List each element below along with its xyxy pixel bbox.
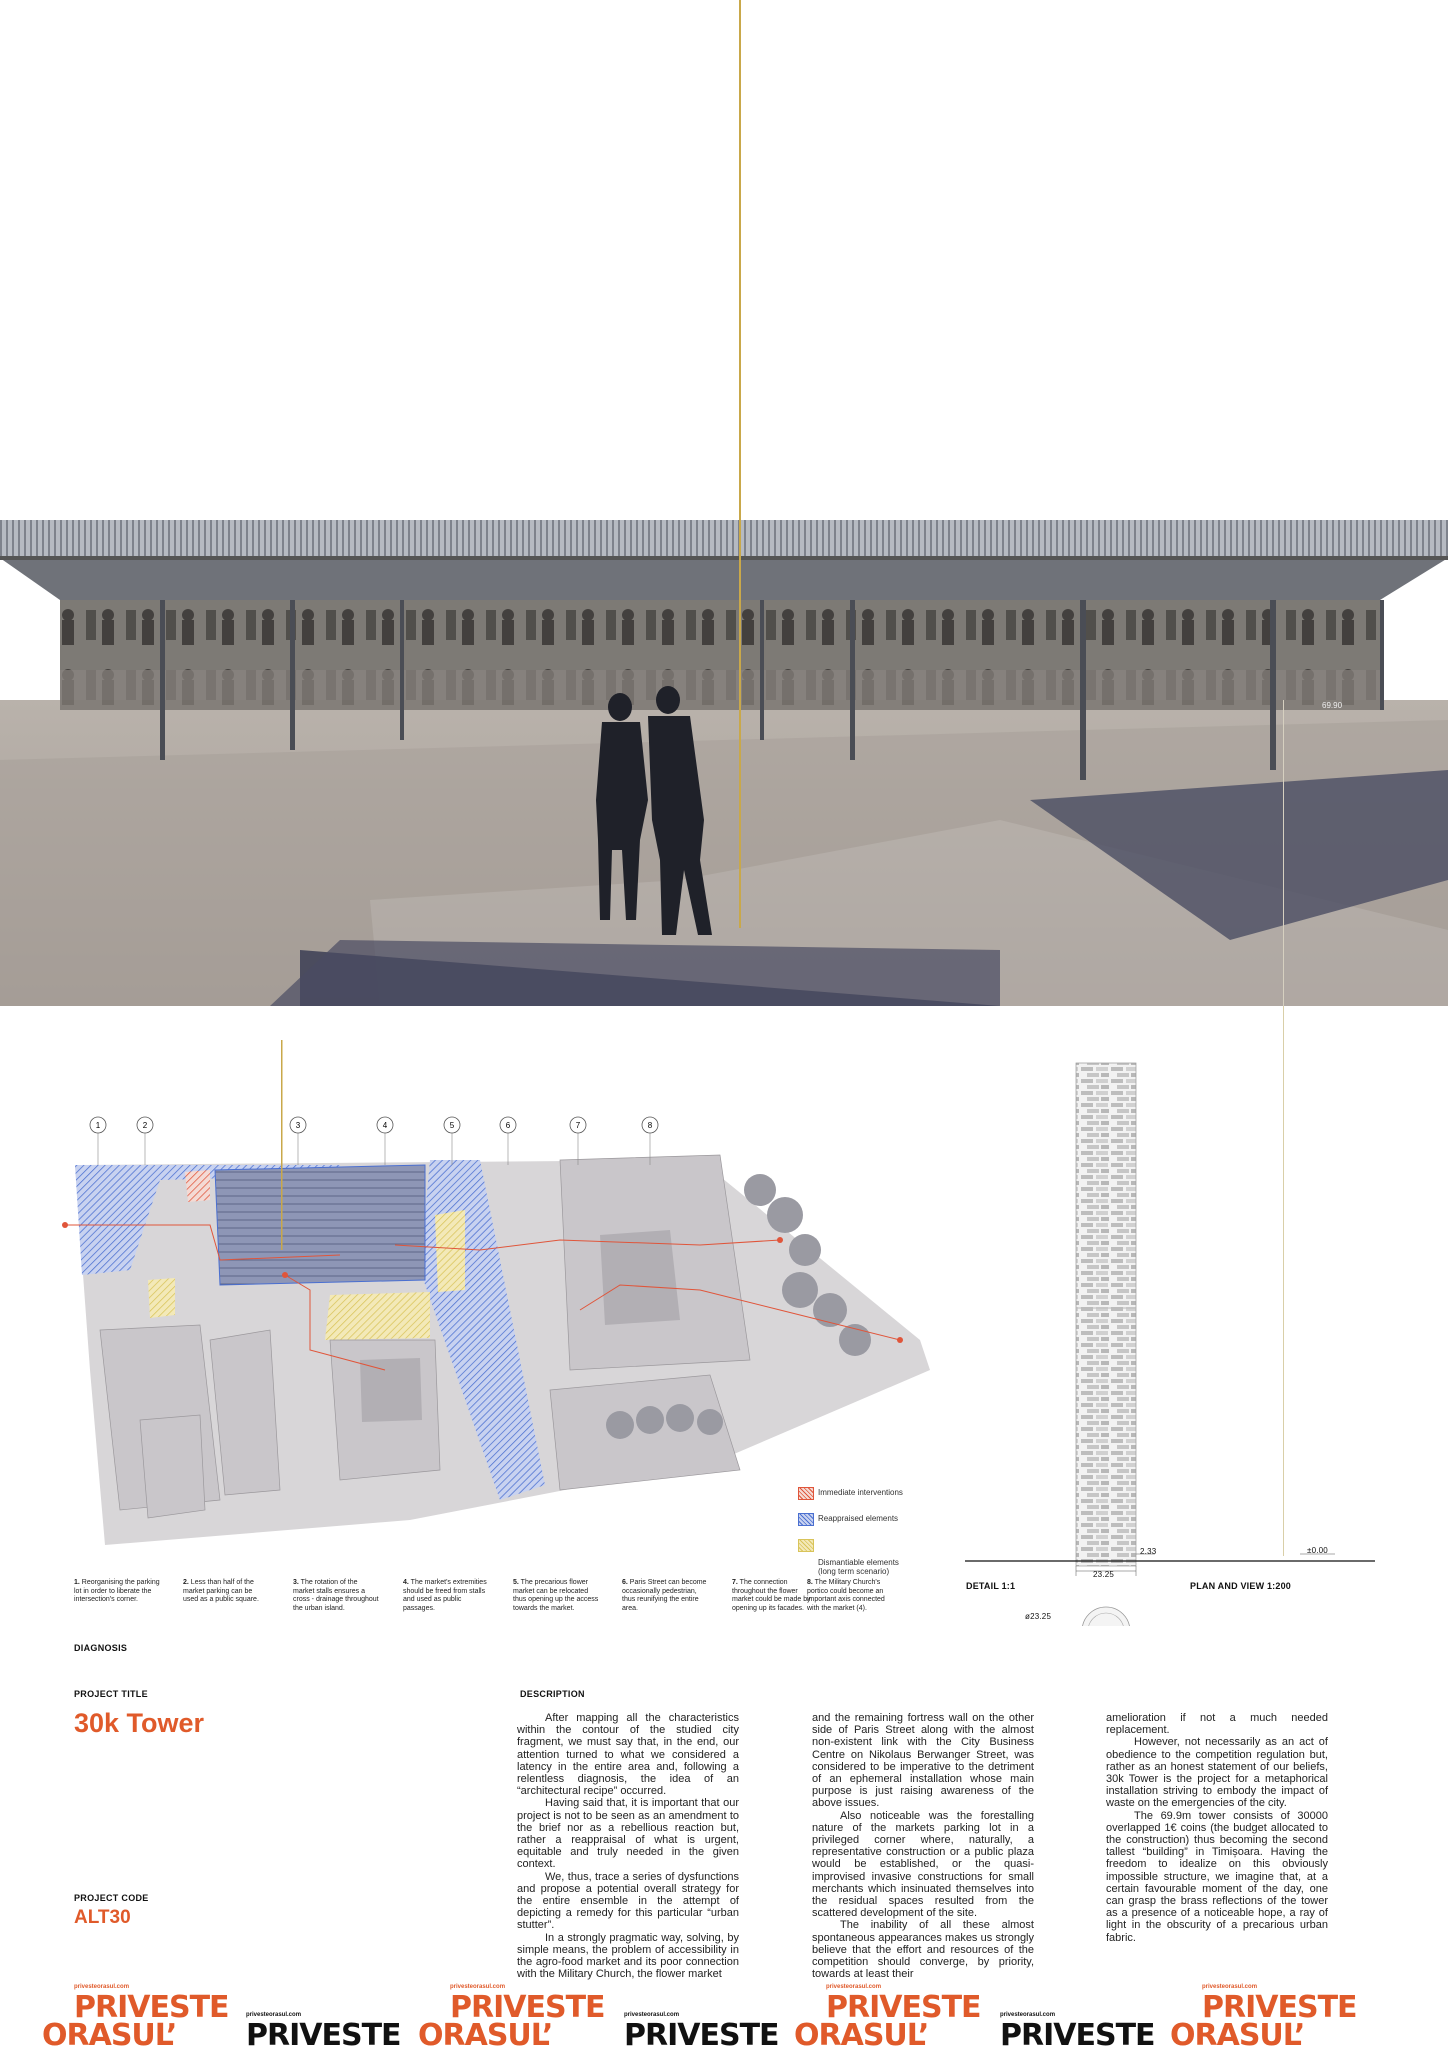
legend-reappraised bbox=[818, 1514, 898, 1523]
marker-5: 5 bbox=[449, 1121, 455, 1130]
coin-diameter: ø23.25 bbox=[1025, 1612, 1052, 1621]
caption-7 bbox=[732, 1579, 818, 1613]
paragraph: However, not necessarily as an act of obedience to the competition regulation but, rather as an honest statement of our beliefs, 30k Tower is the project for a metaphorical installation striving to embody the impact of waste on the emergencies of the city. bbox=[1106, 1736, 1328, 1810]
diagnosis-label: DIAGNOSIS bbox=[74, 1643, 128, 1653]
tower-brass-line bbox=[739, 0, 741, 928]
caption-num: 6. bbox=[622, 1579, 628, 1586]
project-title: 30k Tower bbox=[74, 1708, 205, 1738]
brand-word-priveste: PRIVESTE bbox=[826, 1990, 981, 2025]
brand-url: privesteorasul.com bbox=[74, 1984, 130, 1990]
brand-url: privesteorasul.com bbox=[1000, 2012, 1056, 2018]
caption-8 bbox=[807, 1579, 893, 1613]
marker-4: 4 bbox=[382, 1121, 388, 1130]
caption-num: 8. bbox=[807, 1579, 813, 1586]
project-code: ALT30 bbox=[74, 1907, 131, 1928]
marker-3: 3 bbox=[295, 1121, 301, 1130]
dim-width: 23.25 bbox=[1093, 1570, 1115, 1579]
legend-label-dismantiable: Dismantiable elements (long term scenario) bbox=[818, 1558, 899, 1576]
caption-text: The connection throughout the flower market could be made by opening up its facades. bbox=[732, 1579, 811, 1612]
project-code-label: PROJECT CODE bbox=[74, 1893, 149, 1903]
brand-url: privesteorasul.com bbox=[826, 1984, 882, 1990]
caption-text: The market's extremities should be freed from stalls and used as public passages. bbox=[403, 1579, 487, 1612]
brand-url: privesteorasul.com bbox=[624, 2012, 680, 2018]
description-column-2 bbox=[812, 1712, 1034, 1980]
legend-swatch-red bbox=[798, 1487, 814, 1500]
diagram-markers bbox=[90, 1117, 658, 1133]
paragraph: The inability of all these almost spontaneous appearances makes us strongly believe that the effort and resources of the competition should converge, by priority, towards at least their bbox=[812, 1919, 1034, 1981]
market-render bbox=[0, 0, 1448, 1006]
tower-drawing bbox=[960, 1006, 1380, 1626]
detail-label: DETAIL 1:1 bbox=[966, 1581, 1016, 1591]
caption-2 bbox=[183, 1579, 269, 1605]
caption-text: The Military Church's portico could become an important axis connected with the market (4). bbox=[807, 1579, 885, 1612]
caption-num: 5. bbox=[513, 1579, 519, 1586]
plan-label: PLAN AND VIEW 1:200 bbox=[1190, 1581, 1291, 1591]
elevation-label: 69.90 bbox=[1322, 701, 1343, 710]
caption-num: 7. bbox=[732, 1579, 738, 1586]
paragraph: The 69.9m tower consists of 30000 overlapped 1€ coins (the budget allocated to the construction) thus becoming the second tallest “building” in Timișoara. Having the freedom to idealize on this obviously impossible structure, we imagine that, at a certain favourable moment of the day, one can grasp the brass reflections of the tower as a presence of a noticeable hope, a ray of light in the obscurity of a precarious urban fabric. bbox=[1106, 1809, 1328, 1944]
caption-5 bbox=[513, 1579, 599, 1613]
caption-text: Less than half of the market parking can be used as a public square. bbox=[183, 1579, 259, 1603]
brand-url: privesteorasul.com bbox=[450, 1984, 506, 1990]
brand-word-orasul: ORASUL’ bbox=[794, 2018, 929, 2053]
caption-6 bbox=[622, 1579, 708, 1613]
caption-text: Paris Street can become occasionally pedestrian, thus reunifying the entire area. bbox=[622, 1579, 707, 1612]
caption-num: 4. bbox=[403, 1579, 409, 1586]
marker-1: 1 bbox=[95, 1121, 101, 1130]
paragraph: After mapping all the characteristics within the contour of the studied city fragment, we must say that, in the end, our attention turned to what we considered a latency in the entire area and, following a relentless diagnosis, the idea of an “architectural recipe” occurred. bbox=[517, 1712, 739, 1798]
brand-word-priveste: PRIVESTE bbox=[624, 2018, 779, 2053]
legend-dismantiable bbox=[818, 1540, 899, 1576]
marker-8: 8 bbox=[647, 1121, 653, 1130]
dim-offset: 2.33 bbox=[1140, 1547, 1157, 1556]
description-label: DESCRIPTION bbox=[520, 1689, 585, 1699]
brand-word-priveste: PRIVESTE bbox=[74, 1990, 229, 2025]
legend-immediate bbox=[818, 1488, 903, 1497]
legend-swatch-yellow bbox=[798, 1539, 814, 1552]
project-title-label: PROJECT TITLE bbox=[74, 1689, 148, 1699]
legend-label-reappraised: Reappraised elements bbox=[818, 1514, 899, 1523]
caption-4 bbox=[403, 1579, 489, 1613]
paragraph: and the remaining fortress wall on the other side of Paris Street along with the almost non-existent link with the City Business Centre on Nikolaus Berwanger Street, was considered to be imperative to the detriment of an ephemeral installation whose main purpose is just raising awareness of the above issues. bbox=[812, 1712, 1034, 1810]
brand-word-priveste: PRIVESTE bbox=[246, 2018, 401, 2053]
paragraph: In a strongly pragmatic way, solving, by simple means, the problem of accessibility in the agro-food market and its poor connection with the Military Church, the flower market bbox=[517, 1931, 739, 1981]
brand-word-priveste: PRIVESTE bbox=[1202, 1990, 1357, 2025]
caption-num: 3. bbox=[293, 1579, 299, 1586]
marker-6: 6 bbox=[505, 1121, 511, 1130]
marker-7: 7 bbox=[575, 1121, 581, 1130]
brand-word-orasul: ORASUL’ bbox=[1170, 2018, 1305, 2053]
caption-num: 2. bbox=[183, 1579, 189, 1586]
paragraph: amelioration if not a much needed replacement. bbox=[1106, 1712, 1328, 1737]
legend-swatch-blue bbox=[798, 1513, 814, 1526]
brand-word-orasul: ORASUL’ bbox=[42, 2018, 177, 2053]
caption-text: The rotation of the market stalls ensures a cross - drainage throughout the urban island. bbox=[293, 1579, 379, 1612]
paragraph: Having said that, it is important that our project is not to be seen as an amendment to the brief nor as a rebellious reaction but, rather a reappraisal of what is urgent, equitable and truly needed in the given context. bbox=[517, 1797, 739, 1871]
caption-num: 1. bbox=[74, 1579, 80, 1586]
legend-label-immediate: Immediate interventions bbox=[818, 1488, 903, 1497]
brand-url: privesteorasul.com bbox=[246, 2012, 302, 2018]
description-column-1 bbox=[517, 1712, 739, 1980]
brand-word-orasul: ORASUL’ bbox=[418, 2018, 553, 2053]
description-column-3 bbox=[1106, 1712, 1328, 1944]
paragraph: Also noticeable was the forestalling nature of the markets parking lot in a privileged corner where, naturally, a representative construction or a public plaza would be established, or the quasi-improvised invasive constructions for small merchants which insinuated themselves into the residual spaces resulted from the scattered development of the site. bbox=[812, 1809, 1034, 1920]
caption-text: Reorganising the parking lot in order to liberate the intersection's corner. bbox=[74, 1579, 160, 1603]
tower-elevation bbox=[960, 1006, 1380, 1626]
brand-url: privesteorasul.com bbox=[1202, 1984, 1258, 1990]
brand-word-priveste: PRIVESTE bbox=[450, 1990, 605, 2025]
level-label: ±0.00 bbox=[1307, 1546, 1328, 1555]
marker-2: 2 bbox=[142, 1121, 148, 1130]
caption-3 bbox=[293, 1579, 379, 1613]
paragraph: We, thus, trace a series of dysfunctions and propose a potential overall strategy for the entire ensemble in the attempt of depicting a remedy for this particular “urban stutter”. bbox=[517, 1870, 739, 1932]
market-render-image bbox=[0, 0, 1448, 1006]
caption-1 bbox=[74, 1579, 160, 1605]
brand-word-priveste: PRIVESTE bbox=[1000, 2018, 1155, 2053]
caption-text: The precarious flower market can be relocated thus opening up the access towards the market. bbox=[513, 1579, 599, 1612]
